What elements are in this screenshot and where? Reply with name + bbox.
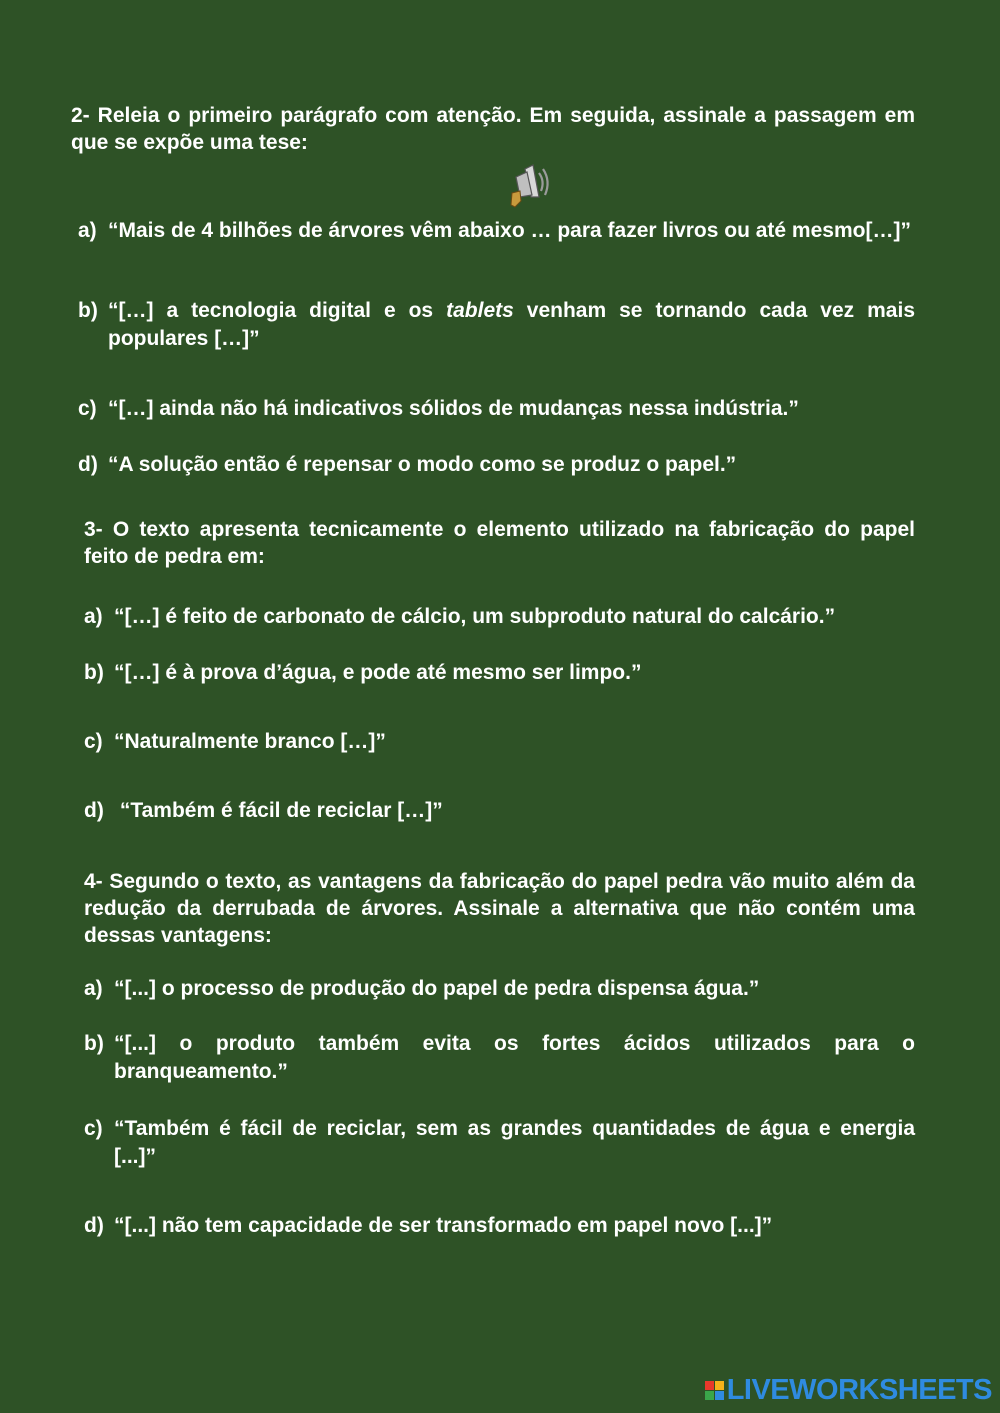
option-letter: a) [78,219,97,242]
option-letter: c) [84,1117,103,1140]
question-3-option-b[interactable] [84,659,915,687]
question-4-option-a[interactable] [84,975,915,1003]
question-2-prompt: 2- Releia o primeiro parágrafo com atenção. Em seguida, assinale a passagem em que se expõe uma tese: [71,104,915,154]
question-2-option-c[interactable] [78,395,915,423]
option-letter: c) [78,397,97,420]
question-4-option-d[interactable] [84,1212,915,1240]
option-letter: a) [84,605,103,628]
option-letter: d) [84,799,104,822]
option-text: “[...] o processo de produção do papel de pedra dispensa água.” [114,977,760,1000]
watermark-text: LIVEWORKSHEETS [726,1374,992,1406]
question-4-option-c[interactable] [84,1115,915,1171]
option-text-emphasis: tablets [446,299,514,322]
option-letter: b) [84,661,104,684]
question-4-option-b[interactable] [84,1030,915,1086]
question-2-option-b[interactable] [78,297,915,353]
question-3-option-d[interactable] [84,797,915,825]
liveworksheets-watermark [705,1374,992,1407]
option-letter: a) [84,977,103,1000]
speaker-icon[interactable] [503,163,553,211]
option-letter: d) [78,453,98,476]
option-letter: c) [84,730,103,753]
option-text: “[...] o produto também evita os fortes ácidos utilizados para o branqueamento.” [114,1032,915,1083]
question-4-prompt: 4- Segundo o texto, as vantagens da fabricação do papel pedra vão muito além da redução da derrubada de árvores. Assinale a alternativa que não contém uma dessas vantagens: [84,870,915,947]
liveworksheets-logo-icon [705,1381,724,1400]
option-text: “Também é fácil de reciclar […]” [114,799,443,822]
question-2-option-d[interactable] [78,451,915,479]
question-2-option-a[interactable] [78,217,915,245]
option-text: “A solução então é repensar o modo como se produz o papel.” [108,453,737,476]
option-text: “[…] ainda não há indicativos sólidos de mudanças nessa indústria.” [108,397,799,420]
question-3-option-a[interactable] [84,603,915,631]
option-text: “Também é fácil de reciclar, sem as grandes quantidades de água e energia [...]” [114,1117,915,1168]
option-text: “Mais de 4 bilhões de árvores vêm abaixo … para fazer livros ou até mesmo[…]” [108,219,911,242]
option-text-part: venham se tornando cada vez mais populares […]” [108,299,915,350]
option-letter: b) [84,1032,104,1055]
option-text: “[…] é feito de carbonato de cálcio, um subproduto natural do calcário.” [114,605,836,628]
option-text: “[…] é à prova d’água, e pode até mesmo ser limpo.” [114,661,642,684]
option-text: “Naturalmente branco […]” [114,730,386,753]
option-text [108,297,915,353]
question-3-option-c[interactable] [84,728,915,756]
option-letter: b) [78,299,98,322]
question-3-prompt: 3- O texto apresenta tecnicamente o elemento utilizado na fabricação do papel feito de pedra em: [84,518,915,568]
option-letter: d) [84,1214,104,1237]
option-text-part: “[…] a tecnologia digital e os [108,299,447,322]
option-text: “[...] não tem capacidade de ser transformado em papel novo [...]” [114,1214,773,1237]
